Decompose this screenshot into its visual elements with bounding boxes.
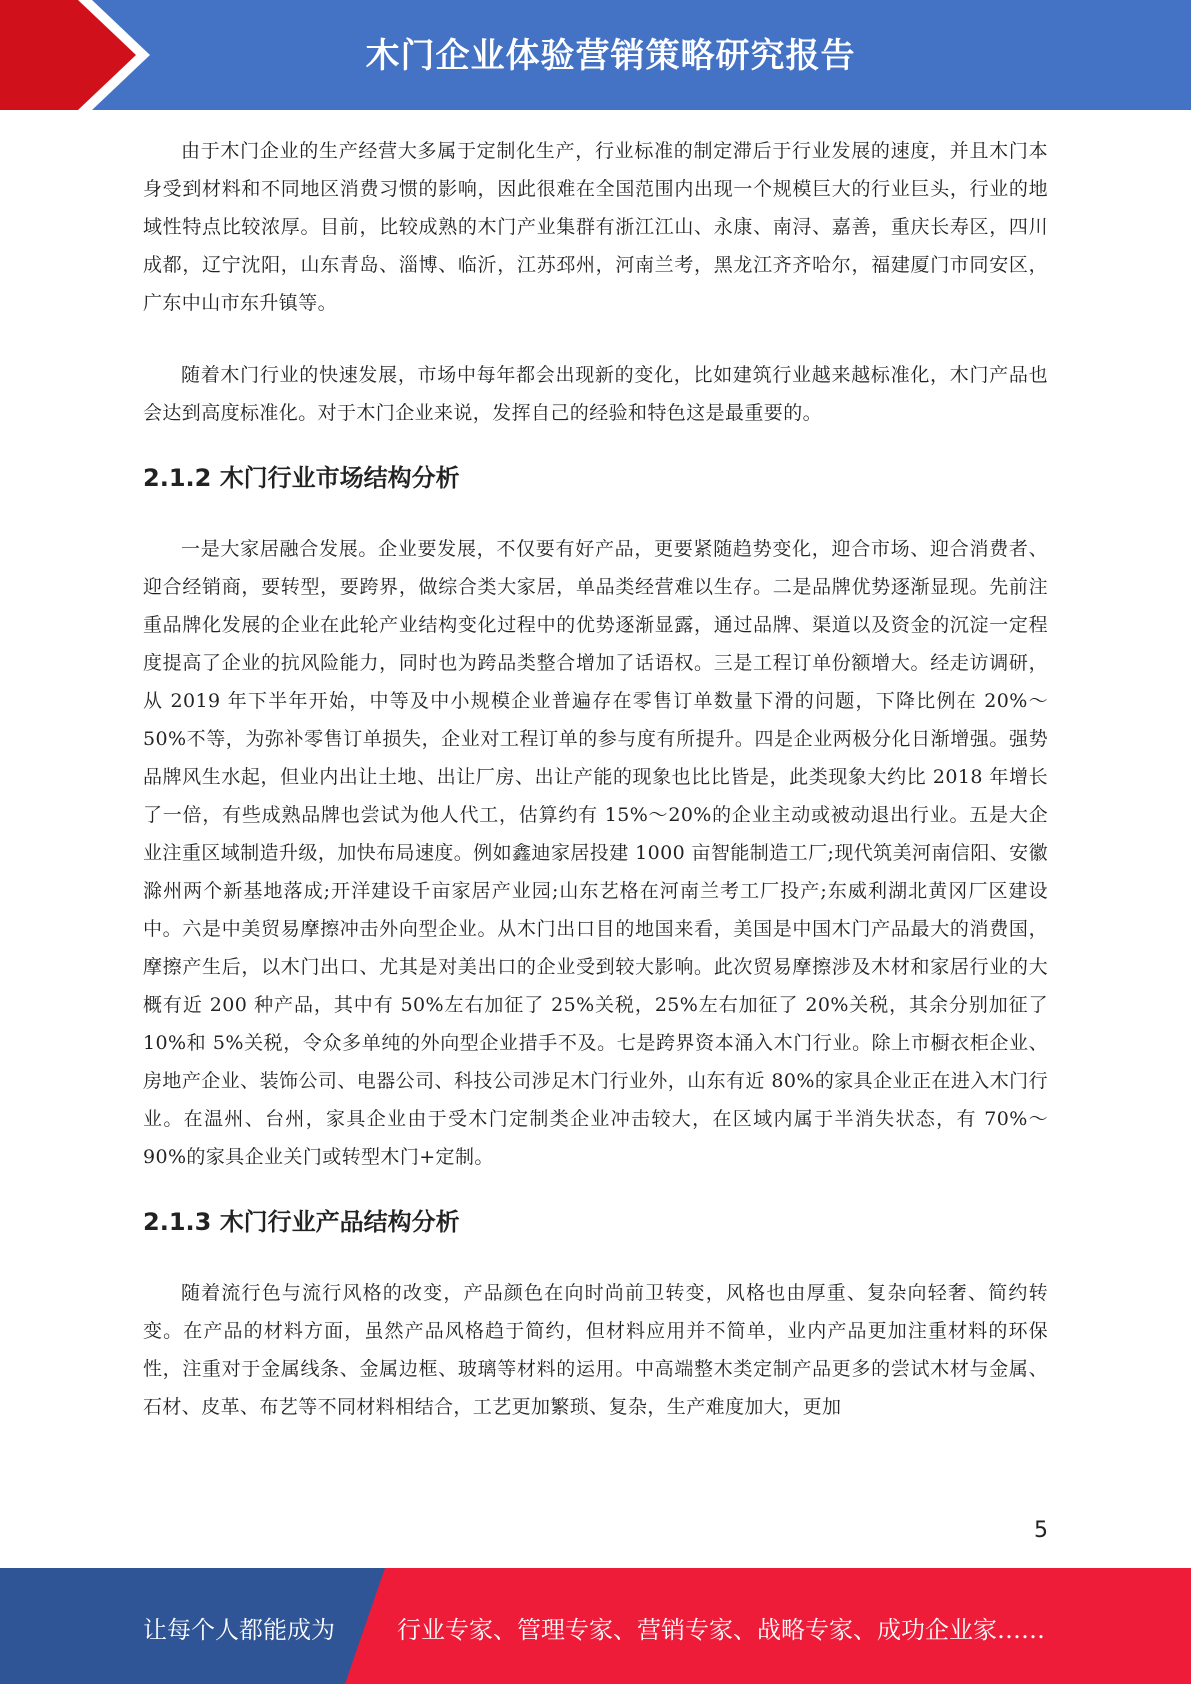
body-paragraph: 随着木门行业的快速发展，市场中每年都会出现新的变化，比如建筑行业越来越标准化，木门产品也会达到高度标准化。对于木门企业来说，发挥自己的经验和特色这是最重要的。: [143, 364, 1048, 424]
footer-slogan-right: 行业专家、管理专家、营销专家、战略专家、成功企业家……: [397, 1616, 1045, 1644]
section-heading: 2.1.2 木门行业市场结构分析: [143, 464, 460, 492]
page-number: 5: [1034, 1518, 1048, 1543]
document-title: 木门企业体验营销策略研究报告: [365, 36, 856, 76]
footer-banner: [0, 1568, 1191, 1684]
section-heading: 2.1.3 木门行业产品结构分析: [143, 1208, 460, 1236]
body-paragraph: 随着流行色与流行风格的改变，产品颜色在向时尚前卫转变，风格也由厚重、复杂向轻奢、简约转变。在产品的材料方面，虽然产品风格趋于简约，但材料应用并不简单，业内产品更加注重材料的环保性，注重对于金属线条、金属边框、玻璃等材料的运用。中高端整木类定制产品更多的尝试木材与金属、石材、皮革、布艺等不同材料相结合，工艺更加繁琐、复杂，生产难度加大，更加: [143, 1282, 1048, 1418]
footer-slogan-left: 让每个人都能成为: [143, 1616, 335, 1644]
header-banner: [0, 0, 1191, 110]
document-body: [143, 132, 1048, 1426]
body-paragraph: 一是大家居融合发展。企业要发展，不仅要有好产品，更要紧随趋势变化，迎合市场、迎合消费者、迎合经销商，要转型，要跨界，做综合类大家居，单品类经营难以生存。二是品牌优势逐渐显现。先前注重品牌化发展的企业在此轮产业结构变化过程中的优势逐渐显露，通过品牌、渠道以及资金的沉淀一定程度提高了企业的抗风险能力，同时也为跨品类整合增加了话语权。三是工程订单份额增大。经走访调研，从 2019 年下半年开始，中等及中小规模企业普遍存在零售订单数量下滑的问题，下降比例在 20%～50%不等，为弥补零售订单损失，企业对工程订单的参与度有所提升。四是企业两极分化日渐增强。强势品牌风生水起，但业内出让土地、出让厂房、出让产能的现象也比比皆是，此类现象大约比 2018 年增长了一倍，有些成熟品牌也尝试为他人代工，估算约有 15%～20%的企业主动或被动退出行业。五是大企业注重区域制造升级，加快布局速度。例如鑫迪家居投建 1000 亩智能制造工厂;现代筑美河南信阳、安徽滁州两个新基地落成;开洋建设千亩家居产业园;山东艺格在河南兰考工厂投产;东威利湖北黄冈厂区建设中。六是中美贸易摩擦冲击外向型企业。从木门出口目的地国来看，美国是中国木门产品最大的消费国，摩擦产生后，以木门出口、尤其是对美出口的企业受到较大影响。此次贸易摩擦涉及木材和家居行业的大概有近 200 种产品，其中有 50%左右加征了 25%关税，25%左右加征了 20%关税，其余分别加征了 10%和 5%关税，令众多单纯的外向型企业措手不及。七是跨界资本涌入木门行业。除上市橱衣柜企业、房地产企业、装饰公司、电器公司、科技公司涉足木门行业外，山东有近 80%的家具企业正在进入木门行业。在温州、台州，家具企业由于受木门定制类企业冲击较大，在区域内属于半消失状态，有 70%～90%的家具企业关门或转型木门+定制。: [143, 538, 1048, 1168]
body-paragraph: 由于木门企业的生产经营大多属于定制化生产，行业标准的制定滞后于行业发展的速度，并且木门本身受到材料和不同地区消费习惯的影响，因此很难在全国范围内出现一个规模巨大的行业巨头，行业的地域性特点比较浓厚。目前，比较成熟的木门产业集群有浙江江山、永康、南浔、嘉善，重庆长寿区，四川成都，辽宁沈阳，山东青岛、淄博、临沂，江苏邳州，河南兰考，黑龙江齐齐哈尔，福建厦门市同安区，广东中山市东升镇等。: [143, 140, 1048, 314]
